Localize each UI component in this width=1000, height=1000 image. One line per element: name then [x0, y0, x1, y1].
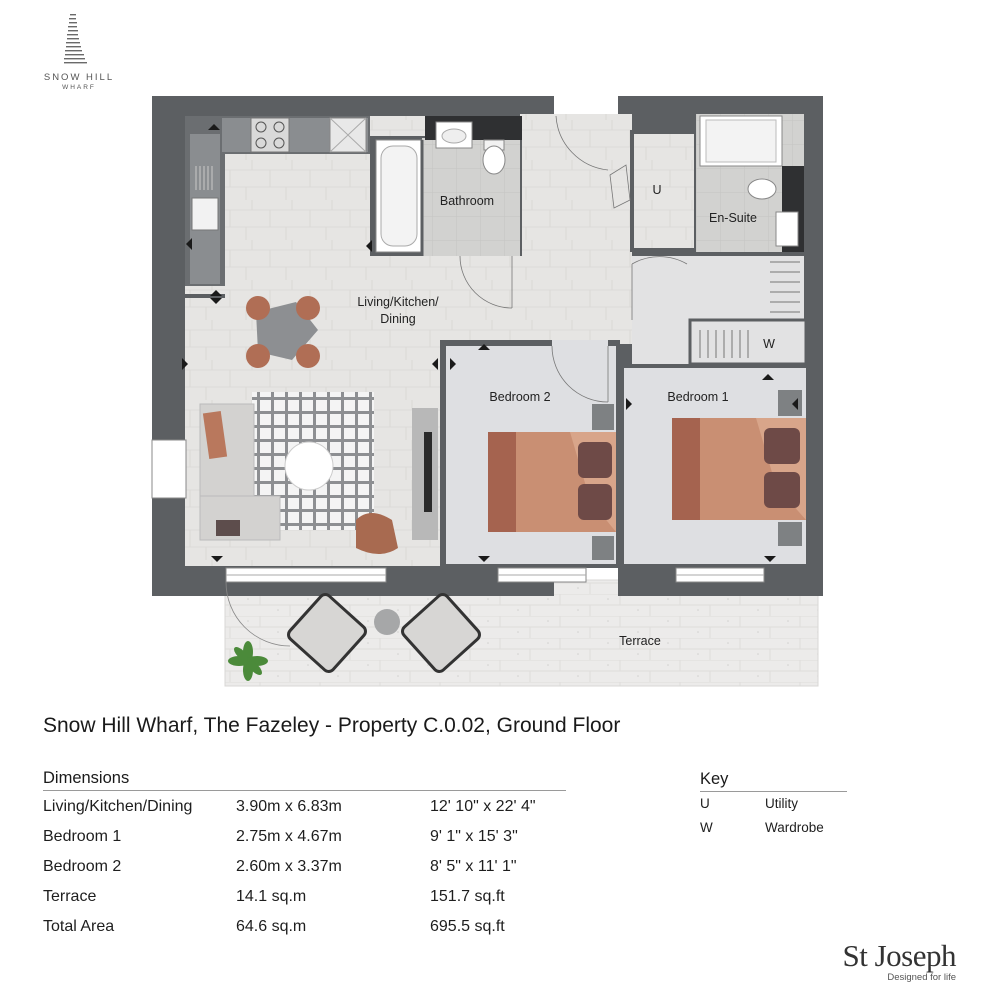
key-meaning: Utility	[765, 796, 798, 811]
logo-line1: SNOW HILL	[43, 72, 115, 83]
ensuite-toilet-icon	[748, 179, 776, 199]
label-wardrobe: W	[763, 337, 775, 351]
sink-icon	[192, 198, 218, 230]
hob-icon	[251, 118, 289, 152]
label-ensuite: En-Suite	[709, 211, 757, 225]
label-utility: U	[652, 183, 662, 197]
key-rule	[700, 791, 847, 792]
key-meaning: Wardrobe	[765, 820, 824, 835]
dimensions-rule	[43, 790, 566, 791]
key-code: U	[700, 796, 710, 811]
room-name: Terrace	[43, 888, 97, 905]
table-row	[43, 828, 603, 858]
metric-size: 3.90m x 6.83m	[236, 798, 342, 815]
table-row	[43, 888, 603, 918]
table-row	[43, 858, 603, 888]
room-name: Bedroom 2	[43, 858, 122, 875]
imperial-size: 695.5 sq.ft	[430, 918, 505, 935]
logo-line2: WHARF	[62, 84, 96, 91]
room-name: Bedroom 1	[43, 828, 122, 845]
metric-size: 2.60m x 3.37m	[236, 858, 342, 875]
table-row	[43, 798, 603, 828]
label-living-line1: Living/Kitchen/	[357, 295, 439, 309]
toilet-icon	[483, 146, 505, 174]
key-code: W	[700, 820, 713, 835]
label-bathroom: Bathroom	[439, 194, 495, 208]
imperial-size: 9' 1" x 15' 3"	[430, 828, 518, 845]
ensuite-basin-icon	[776, 212, 798, 246]
bedroom-2	[440, 340, 620, 568]
label-bedroom1: Bedroom 1	[667, 390, 729, 404]
table-row	[43, 918, 603, 948]
side-table-icon	[374, 609, 400, 635]
metric-size: 64.6 sq.m	[236, 918, 307, 935]
room-name: Living/Kitchen/Dining	[43, 798, 193, 815]
snow-hill-wharf-logo	[44, 14, 114, 91]
label-bedroom2: Bedroom 2	[489, 390, 551, 404]
brand-tagline: Designed for life	[887, 972, 956, 983]
room-name: Total Area	[43, 918, 115, 935]
dimensions-heading: Dimensions	[43, 769, 130, 787]
bathroom	[370, 116, 522, 256]
metric-size: 14.1 sq.m	[236, 888, 307, 905]
st-joseph-logo	[843, 940, 957, 983]
label-terrace: Terrace	[619, 634, 661, 648]
imperial-size: 8' 5" x 11' 1"	[430, 858, 517, 875]
utility-ensuite	[632, 114, 806, 364]
brand-name: St Joseph	[842, 938, 956, 973]
page-title: Snow Hill Wharf, The Fazeley - Property C.0.02, Ground Floor	[43, 714, 621, 737]
metric-size: 2.75m x 4.67m	[236, 828, 342, 845]
key-heading: Key	[700, 770, 729, 788]
coffee-table-icon	[285, 442, 333, 490]
imperial-size: 151.7 sq.ft	[430, 888, 505, 905]
imperial-size: 12' 10" x 22' 4"	[430, 798, 536, 815]
label-living-line2: Dining	[380, 312, 416, 326]
